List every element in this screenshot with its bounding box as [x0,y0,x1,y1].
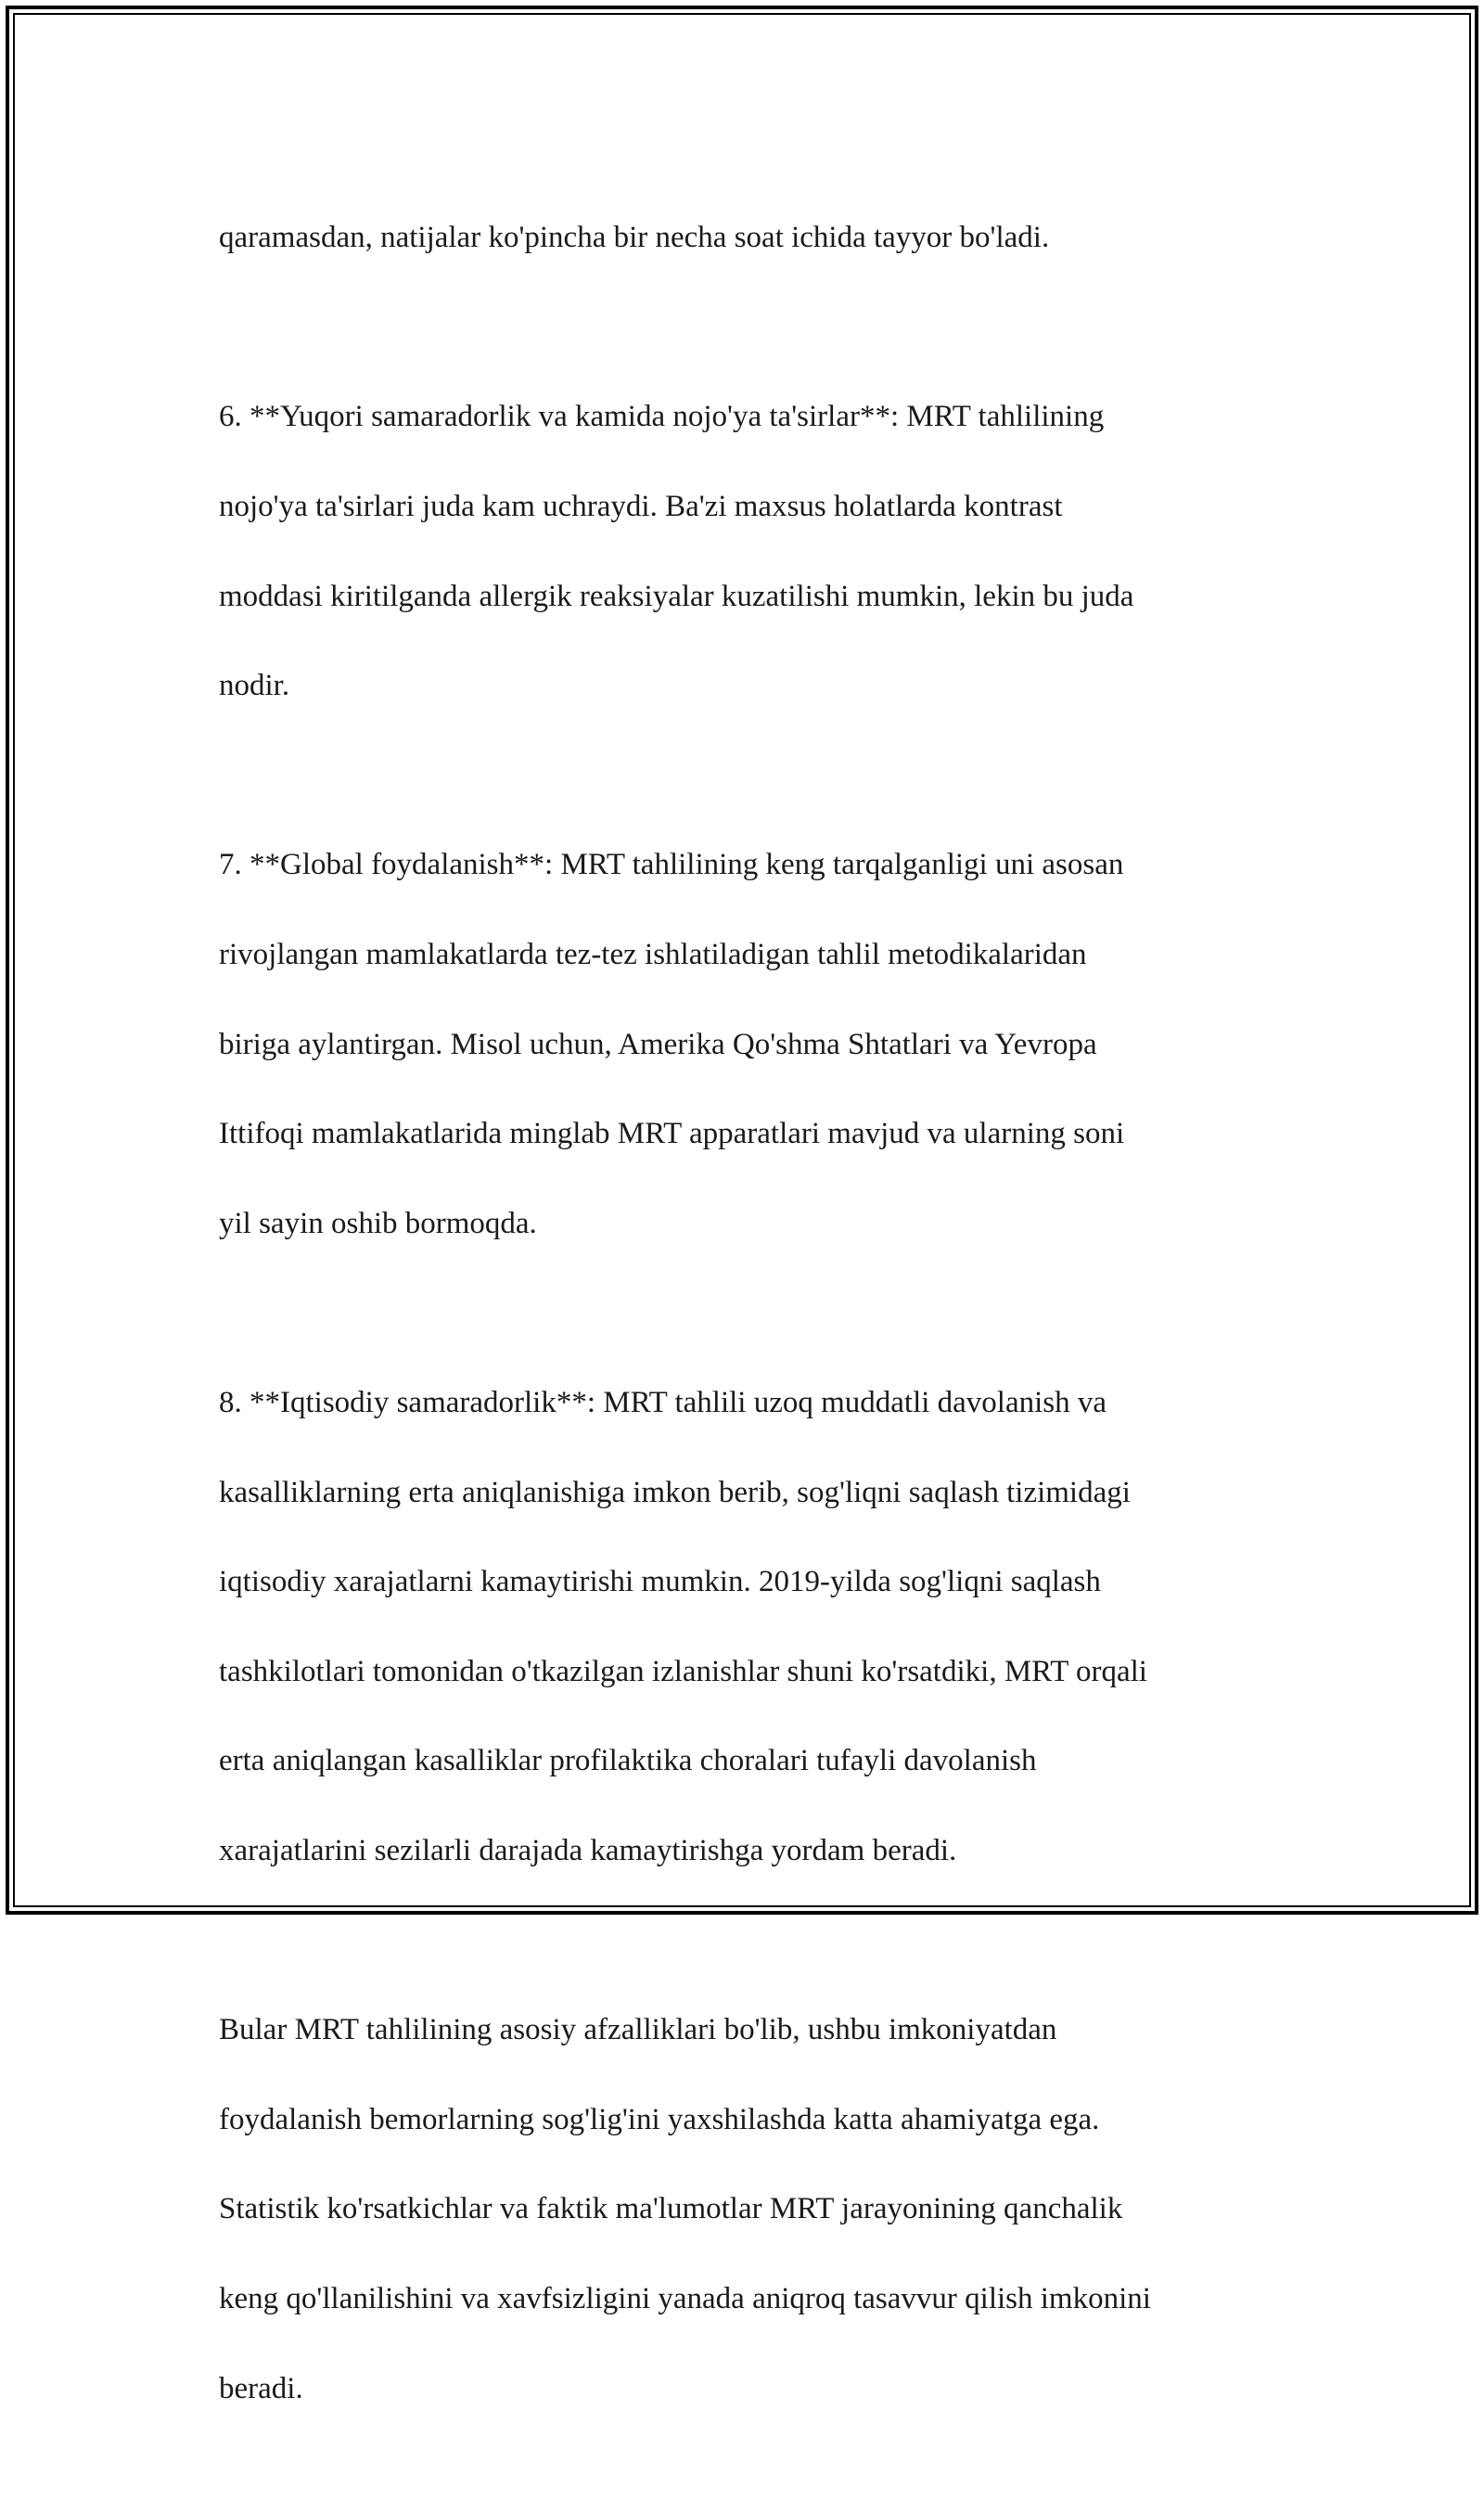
text-line: Statistik ko'rsatkichlar va faktik ma'lumotlar MRT jarayonining qanchalik [219,2192,1123,2226]
text-line: 8. **Iqtisodiy samaradorlik**: MRT tahlili uzoq muddatli davolanish va [219,1386,1107,1420]
paragraph-item-7 [219,798,1267,1290]
text-line: Bular MRT tahlilining asosiy afzalliklari bo'lib, ushbu imkoniyatdan [219,2013,1057,2047]
text-line: xarajatlarini sezilarli darajada kamaytirishga yordam beradi. [219,1833,957,1867]
text-line: nojo'ya ta'sirlari juda kam uchraydi. Ba'zi maxsus holatlarda kontrast [219,490,1063,524]
document-body [219,171,1267,2500]
text-line: keng qo'llanilishini va xavfsizligini yanada aniqroq tasavvur qilish imkonini [219,2281,1151,2315]
paragraph-item-8 [219,1336,1267,1918]
text-line: 7. **Global foydalanish**: MRT tahlilining keng tarqalganligi uni asosan [219,848,1124,882]
text-line: tashkilotlari tomonidan o'tkazilgan izlanishlar shuni ko'rsatdiki, MRT orqali [219,1654,1147,1688]
text-line: nodir. [219,669,290,703]
paragraph-item-6 [219,350,1267,753]
text-line: erta aniqlangan kasalliklar profilaktika choralari tufayli davolanish [219,1744,1037,1778]
text-line: Ittifoqi mamlakatlarida minglab MRT apparatlari mavjud va ularning soni [219,1117,1125,1151]
text-line: rivojlangan mamlakatlarda tez-tez ishlatiladigan tahlil metodikalaridan [219,938,1087,972]
text-line: 6. **Yuqori samaradorlik va kamida nojo'ya ta'sirlar**: MRT tahlilining [219,400,1105,434]
text-line: moddasi kiritilganda allergik reaksiyalar kuzatilishi mumkin, lekin bu juda [219,579,1134,613]
text-line: kasalliklarning erta aniqlanishiga imkon berib, sog'liqni saqlash tizimidagi [219,1475,1131,1509]
text-line: iqtisodiy xarajatlarni kamaytirishi mumkin. 2019-yilda sog'liqni saqlash [219,1565,1101,1599]
text-line: qaramasdan, natijalar ko'pincha bir necha soat ichida tayyor bo'ladi. [219,221,1050,255]
text-line: yil sayin oshib bormoqda. [219,1206,537,1240]
text-line: foydalanish bemorlarning sog'lig'ini yaxshilashda katta ahamiyatga ega. [219,2102,1100,2136]
paragraph-continuation [219,171,1267,305]
paragraph-conclusion [219,1963,1267,2455]
text-line: beradi. [219,2371,303,2405]
text-line: biriga aylantirgan. Misol uchun, Amerika Qo'shma Shtatlari va Yevropa [219,1027,1097,1061]
